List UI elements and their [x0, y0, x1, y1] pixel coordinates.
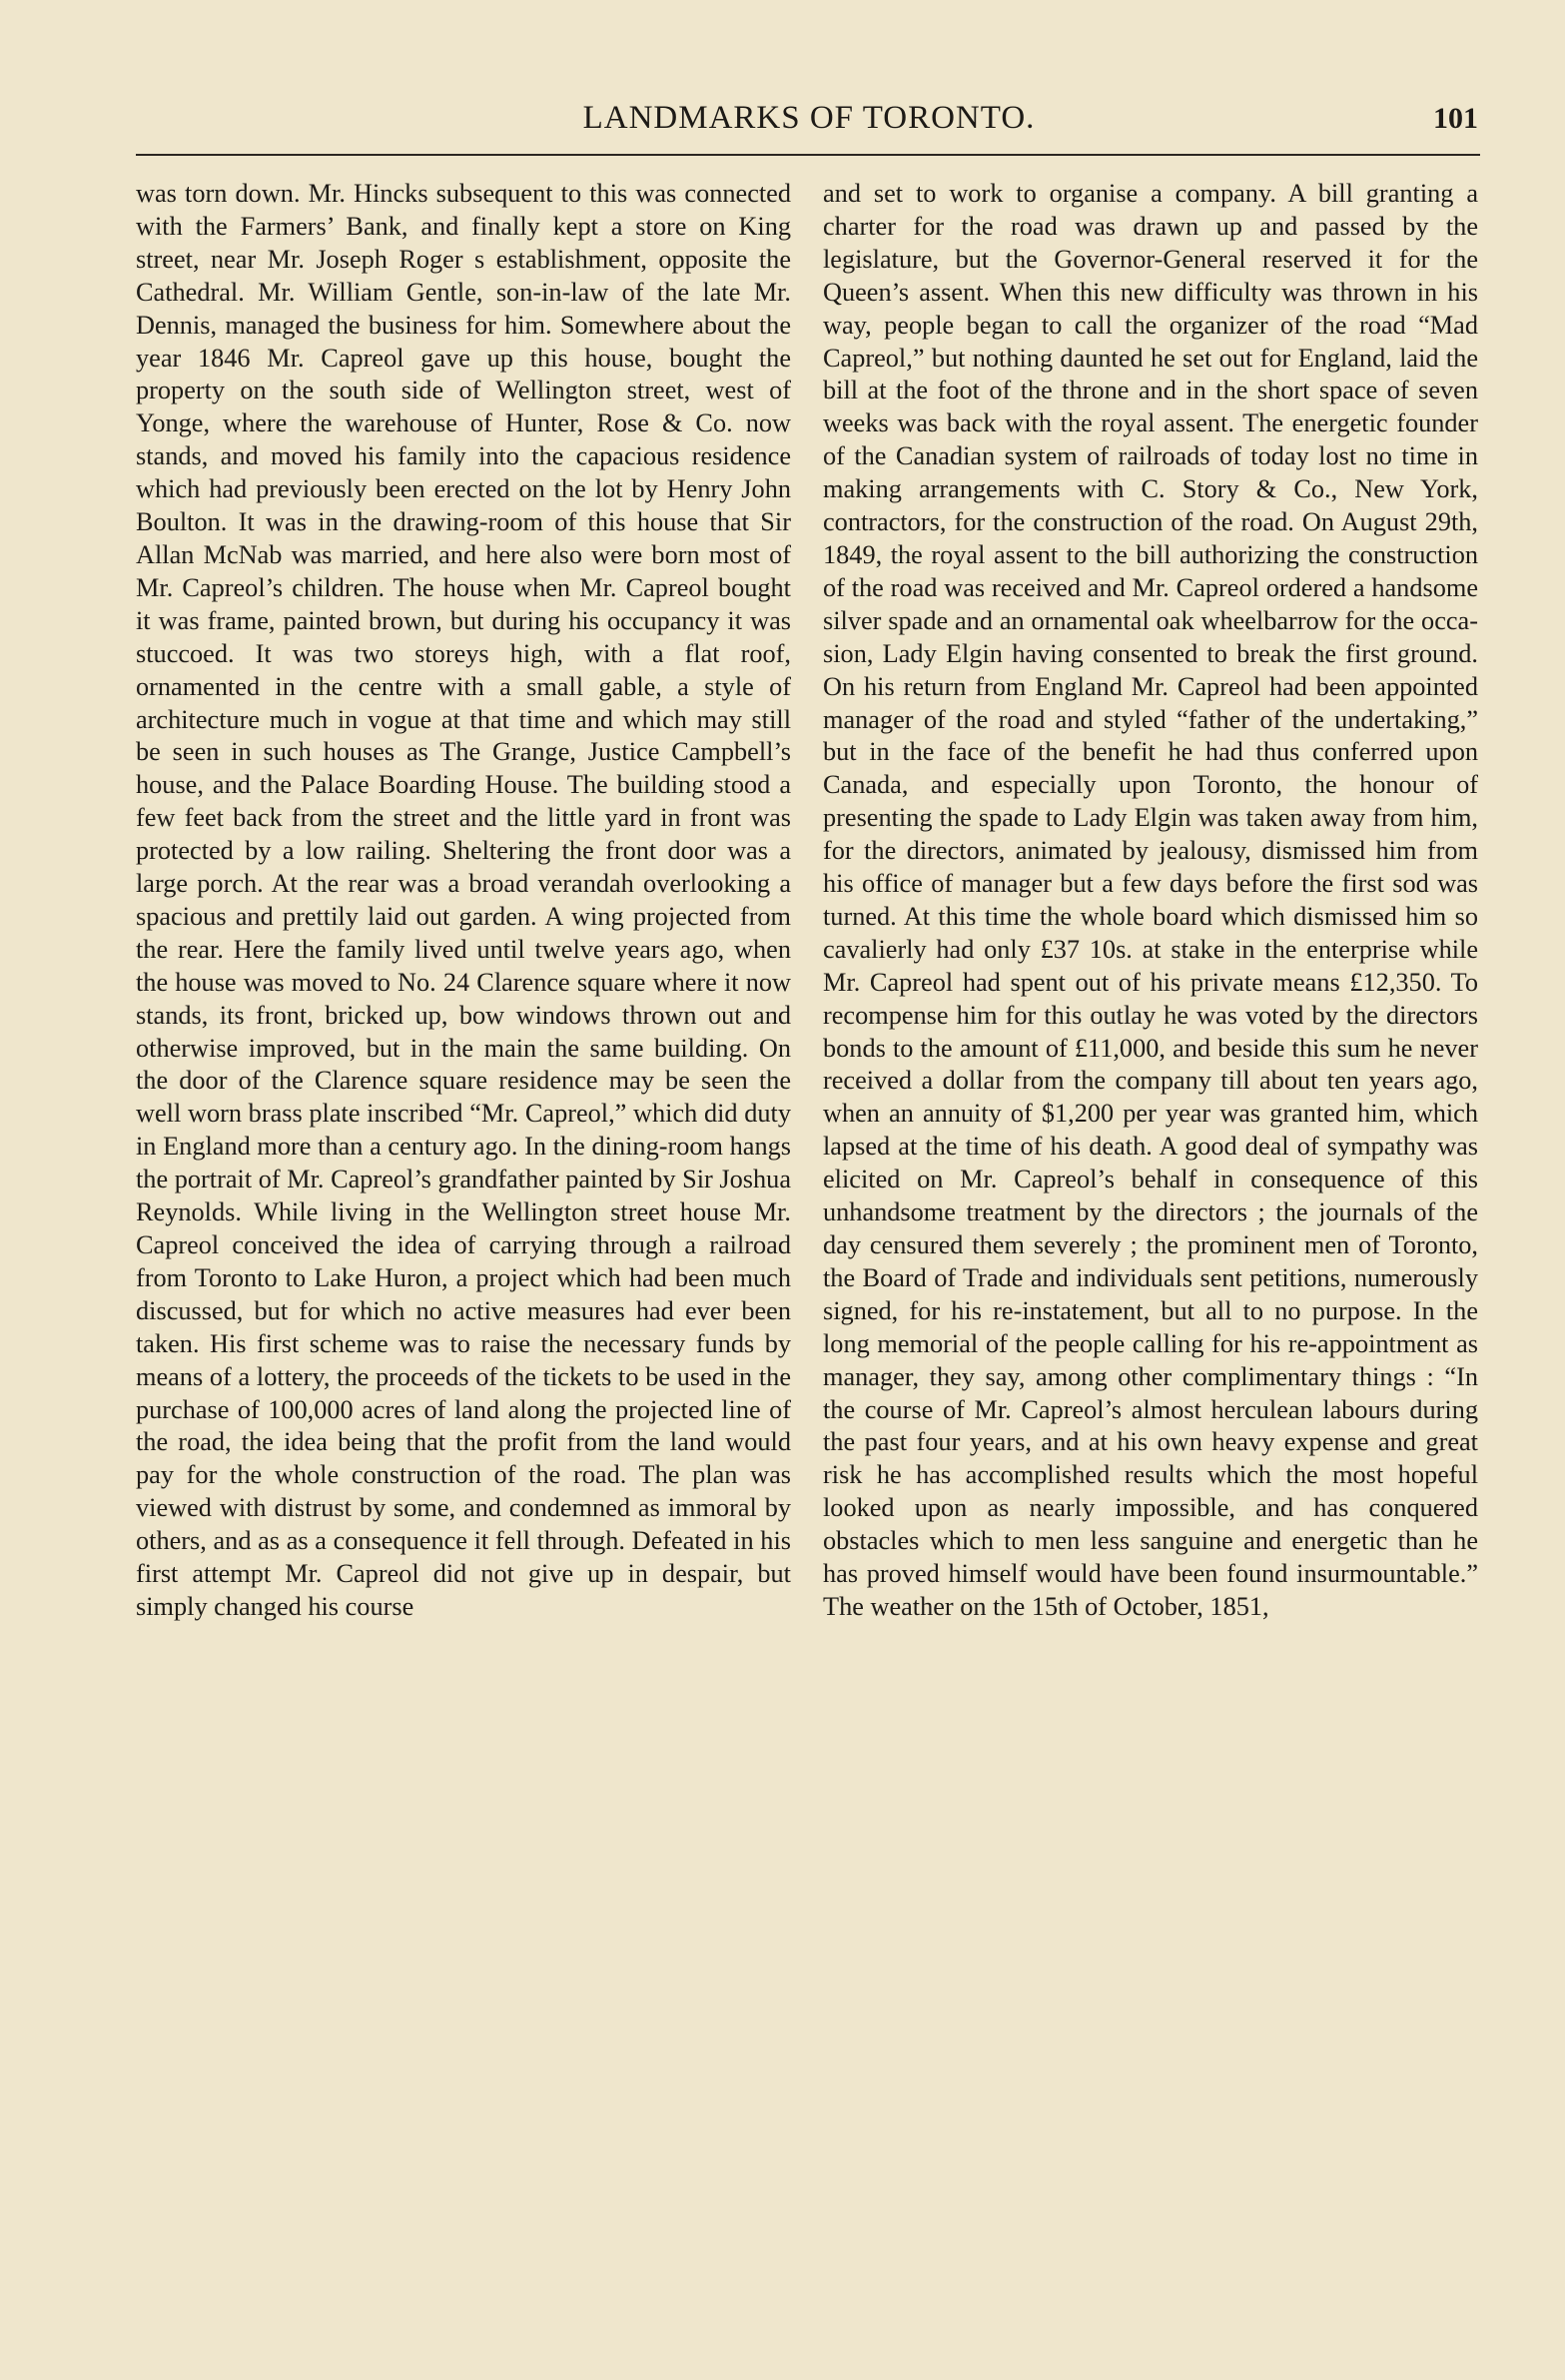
- header-rule: [136, 154, 1480, 156]
- text-column-right: [823, 178, 1478, 1624]
- text-column-left: [136, 178, 791, 1624]
- right-column-text: and set to work to organise a company. A bill granting a charter for the road was drawn up and passed by the legislature, but the Governor-General reserved it for the Queen’s assent. When this new difficulty was thrown in his way, people began to call the organizer of the road “Mad Capreol,” but nothing daunted he set out for England, laid the bill at the foot of the throne and in the short space of seven weeks was back with the royal assent. The energetic founder of the Canadian system of railroads of today lost no time in making arrangements with C. Story & Co., New York, contractors, for the construction of the road. On August 29th, 1849, the royal assent to the bill authorizing the construction of the road was received and Mr. Capreol ordered a handsome silver spade and an ornamental oak wheelbarrow for the occasion, Lady Elgin having consented to break the first ground. On his return from England Mr. Capreol had been appointed manager of the road and styled “father of the undertaking,” but in the face of the benefit he had thus conferred upon Canada, and especially upon Toronto, the honour of presenting the spade to Lady Elgin was taken away from him, for the directors, animated by jealousy, dismissed him from his office of manager but a few days before the first sod was turned. At this time the whole board which dismissed him so cavalierly had only £37 10s. at stake in the enterprise while Mr. Capreol had spent out of his private means £12,350. To recompense him for this outlay he was voted by the directors bonds to the amount of £11,000, and beside this sum he never received a dollar from the company till about ten years ago, when an annuity of $1,200 per year was granted him, which lapsed at the time of his death. A good deal of sympathy was elicited on Mr. Capreol’s behalf in consequence of this unhandsome treatment by the directors ; the journals of the day censured them severely ; the prominent men of Toronto, the Board of Trade and individuals sent petitions, numerously signed, for his re-instatement, but all to no purpose. In the long memorial of the people calling for his re-appointment as manager, they say, among other complimentary things : “In the course of Mr. Capreol’s almost herculean labours during the past four years, and at his own heavy expense and great risk he has accomplished results which the most hopeful looked upon as nearly impossible, and has conquered obstacles which to men less sanguine and energetic than he has proved himself would have been found insurmountable.” The weather on the 15th of October, 1851,: [823, 179, 1478, 1621]
- left-column-text: was torn down. Mr. Hincks subsequent to this was connected with the Farmers’ Bank, and finally kept a store on King street, near Mr. Joseph Roger s establishment, opposite the Cathedral. Mr. William Gentle, son-in-law of the late Mr. Dennis, managed the business for him. Somewhere about the year 1846 Mr. Capreol gave up this house, bought the property on the south side of Wellington street, west of Yonge, where the warehouse of Hunter, Rose & Co. now stands, and moved his family into the capacious residence which had previously been erected on the lot by Henry John Boulton. It was in the drawing-room of this house that Sir Allan McNab was married, and here also were born most of Mr. Capreol’s children. The house when Mr. Capreol bought it was frame, painted brown, but during his occupancy it was stuccoed. It was two storeys high, with a flat roof, ornamented in the centre with a small gable, a style of architecture much in vogue at that time and which may still be seen in such houses as The Grange, Justice Campbell’s house, and the Palace Boarding House. The building stood a few feet back from the street and the little yard in front was protected by a low railing. Sheltering the front door was a large porch. At the rear was a broad verandah overlooking a spacious and prettily laid out garden. A wing projected from the rear. Here the family lived until twelve years ago, when the house was moved to No. 24 Clarence square where it now stands, its front, bricked up, bow windows thrown out and otherwise improved, but in the main the same building. On the door of the Clarence square residence may be seen the well worn brass plate inscribed “Mr. Capreol,” which did duty in England more than a century ago. In the dining-room hangs the portrait of Mr. Capreol’s grandfather painted by Sir Joshua Reynolds. While living in the Wellington street house Mr. Capreol conceived the idea of carrying through a railroad from Toronto to Lake Huron, a project which had been much discussed, but for which no active measures had ever been taken. His first scheme was to raise the necessary funds by means of a lottery, the proceeds of the tickets to be used in the purchase of 100,000 acres of land along the projected line of the road, the idea being that the profit from the land would pay for the whole construction of the road. The plan was viewed with distrust by some, and condemned as immoral by others, and as as a consequence it fell through. Defeated in his first attempt Mr. Capreol did not give up in despair, but simply changed his course: [136, 179, 791, 1621]
- running-head: [140, 100, 1478, 150]
- running-title: LANDMARKS OF TORONTO.: [582, 100, 1036, 136]
- page-number: 101: [1433, 102, 1478, 135]
